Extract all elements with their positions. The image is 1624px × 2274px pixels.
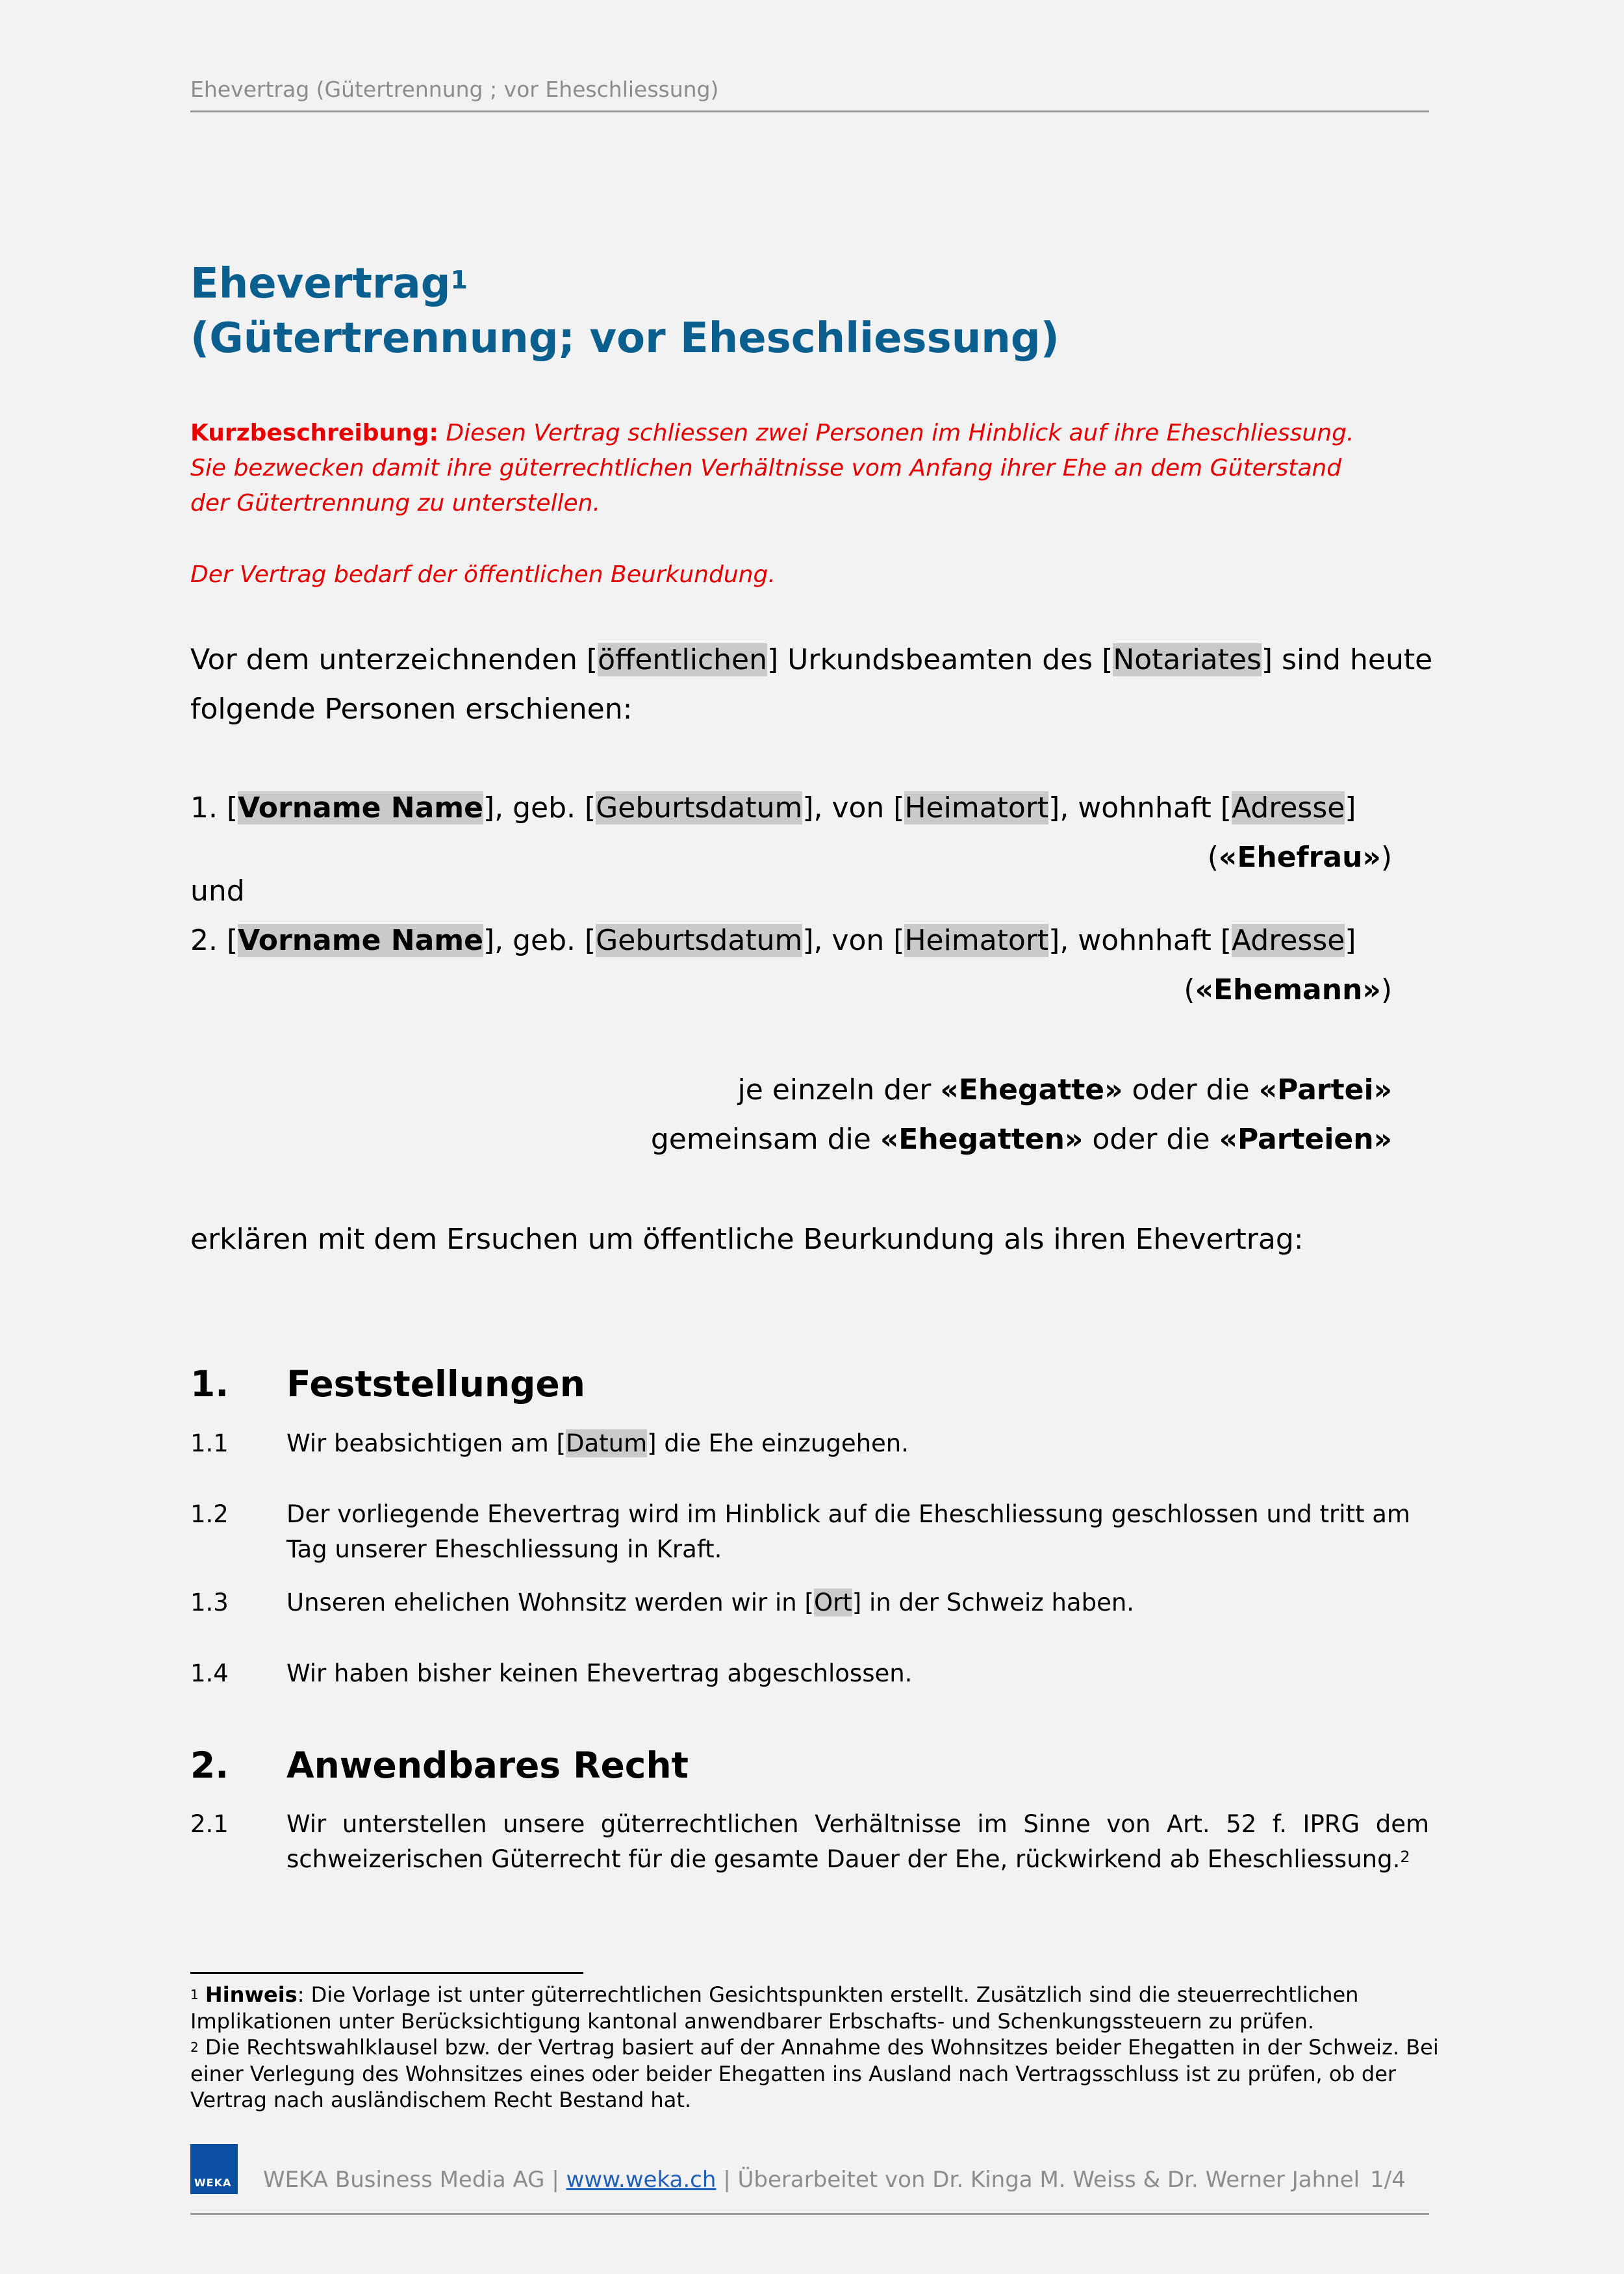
party-number: 1. [ [190,791,238,824]
clause-text: Der vorliegende Ehevertrag wird im Hinblick auf die Eheschliessung geschlossen und tritt am Tag unserer Eheschliessung in Kraft. [286,1500,1410,1563]
party-1 [190,784,1356,833]
clause-1-4 [190,1656,1429,1691]
footer-divider [190,2213,1429,2215]
clause-number: 1.2 [190,1500,229,1528]
placeholder-address[interactable]: Adresse [1231,791,1345,824]
title-line-1: Ehevertrag [190,260,451,308]
footnote-ref-2[interactable]: 2 [1400,1848,1410,1866]
party-text: ], von [ [802,924,905,957]
section-title: Feststellungen [286,1363,585,1405]
summary-line-3: der Gütertrennung zu unterstellen. [190,490,600,517]
clause-text: Wir beabsichtigen am [ [286,1429,566,1457]
footnote-separator [190,1972,583,1974]
notarization-notice [190,557,776,593]
term-ehegatten: «Ehegatten» [880,1123,1084,1156]
footnote-text: : Die Vorlage ist unter güterrechtlichen Gesichtspunkten erstellt. Zusätzlich sind die steuerrechtlichen Implikationen unter Berücksichtigung kantonal anwendbarer Erbschafts- und Schenkungssteuern zu prüfen. [190,1982,1359,2034]
placeholder-public[interactable]: öffentlichen [598,643,768,676]
definition-text: gemeinsam die [650,1123,880,1156]
party-1-role [190,833,1392,882]
title-line-2: (Gütertrennung; vor Eheschliessung) [190,314,1059,363]
footnote-2 [190,2034,1444,2114]
declaration: erklären mit dem Ersuchen um öffentliche Beurkundung als ihren Ehevertrag: [190,1223,1304,1256]
section-number: 2. [190,1744,229,1786]
definition-text: oder die [1123,1073,1259,1106]
clause-text: Unseren ehelichen Wohnsitz werden wir in [ [286,1589,814,1616]
definition-text: oder die [1083,1123,1219,1156]
definition-text: je einzeln der [737,1073,941,1106]
clause-number: 2.1 [190,1810,229,1838]
party-number: 2. [ [190,924,238,957]
intro-paragraph [190,635,1432,734]
placeholder-date[interactable]: Datum [565,1429,648,1457]
footnotes [190,1982,1444,2114]
clause-1-3 [190,1585,1429,1620]
clause-text: Wir unterstellen unsere güterrechtlichen Verhältnisse im Sinne von Art. 52 f. IPRG dem [286,1810,1429,1838]
placeholder-origin[interactable]: Heimatort [904,924,1049,957]
clause-text: ] in der Schweiz haben. [852,1589,1135,1616]
clause-1-2 [190,1497,1429,1567]
summary-label: Kurzbeschreibung: [190,420,438,446]
party-2-role [190,965,1392,1015]
party-2 [190,916,1356,965]
footer-company: WEKA Business Media AG | [263,2167,566,2193]
footnote-mark: 2 [190,2039,199,2055]
party-text: ], geb. [ [483,924,596,957]
clause-1-1 [190,1426,1429,1461]
role-wife: «Ehefrau» [1218,841,1381,874]
party-text: ], wohnhaft [ [1048,791,1232,824]
footnote-ref-1[interactable]: 1 [450,266,468,294]
summary-block [190,416,1438,521]
paren: ( [1184,973,1195,1006]
footnote-label: Hinweis [205,1982,298,2007]
term-ehegatte: «Ehegatte» [940,1073,1123,1106]
section-heading-2 [190,1744,689,1786]
intro-line-2: folgende Personen erschienen: [190,693,633,726]
placeholder-birthdate[interactable]: Geburtsdatum [596,791,803,824]
placeholder-place[interactable]: Ort [813,1589,852,1616]
party-text: ] [1345,791,1356,824]
role-husband: «Ehemann» [1195,973,1381,1006]
footer-link[interactable]: www.weka.ch [566,2167,717,2193]
party-text: ] [1345,924,1356,957]
logo-text: WEKA [194,2177,232,2189]
clause-text: ] die Ehe einzugehen. [647,1429,909,1457]
footnote-text: Die Rechtswahlklausel bzw. der Vertrag basiert auf der Annahme des Wohnsitzes beider Ehegatten in der Schweiz. Bei einer Verlegung des Wohnsitzes eines oder beider Ehegatten ins Ausland nach Vertragsschluss ist zu prüfen, ob der Vertrag nach ausländischem Recht Bestand hat. [190,2035,1439,2112]
placeholder-notary[interactable]: Notariates [1113,643,1262,676]
party-text: ], wohnhaft [ [1048,924,1232,957]
summary-line-2: Sie bezwecken damit ihre güterrechtlichen Verhältnisse vom Anfang ihrer Ehe an dem Güterstand [190,455,1342,481]
document-title [190,257,1059,366]
footnote-1 [190,1982,1444,2034]
section-heading-1 [190,1363,585,1405]
page-footer [263,2167,1406,2193]
running-header: Ehevertrag (Gütertrennung ; vor Eheschliessung) [190,77,719,102]
placeholder-address[interactable]: Adresse [1231,924,1345,957]
term-partei: «Partei» [1258,1073,1392,1106]
paren: ) [1380,973,1392,1006]
footer-revised: | Überarbeitet von Dr. Kinga M. Weiss & Dr. Werner Jahnel [716,2167,1360,2193]
clause-text: Wir haben bisher keinen Ehevertrag abgeschlossen. [286,1659,913,1687]
clause-2-1 [190,1807,1429,1877]
section-title: Anwendbares Recht [286,1744,689,1786]
summary-line-1: Diesen Vertrag schliessen zwei Personen im Hinblick auf ihre Eheschliessung. [438,420,1354,446]
placeholder-name[interactable]: Vorname Name [238,791,483,824]
placeholder-name[interactable]: Vorname Name [238,924,483,957]
footnote-mark: 1 [190,1987,199,2002]
clause-text: schweizerischen Güterrecht für die gesamte Dauer der Ehe, rückwirkend ab Eheschliessung. [286,1845,1401,1873]
intro-text: Vor dem unterzeichnenden [ [190,643,598,676]
intro-text: ] Urkundsbeamten des [ [767,643,1113,676]
clause-number: 1.3 [190,1589,229,1616]
header-divider [190,110,1429,112]
definition-joint [190,1115,1392,1164]
intro-text: ] sind heute [1261,643,1433,676]
paren: ( [1207,841,1219,874]
paren: ) [1380,841,1392,874]
und-connector: und [190,875,245,908]
placeholder-origin[interactable]: Heimatort [904,791,1049,824]
placeholder-birthdate[interactable]: Geburtsdatum [596,924,803,957]
clause-number: 1.1 [190,1429,229,1457]
party-text: ], von [ [802,791,905,824]
clause-number: 1.4 [190,1659,229,1687]
page-number: 1/4 [1370,2167,1406,2193]
party-text: ], geb. [ [483,791,596,824]
definition-individual [190,1066,1392,1115]
term-parteien: «Parteien» [1219,1123,1392,1156]
section-number: 1. [190,1363,229,1405]
weka-logo [190,2144,238,2194]
notarization-notice-text: Der Vertrag bedarf der öffentlichen Beurkundung. [190,561,776,588]
